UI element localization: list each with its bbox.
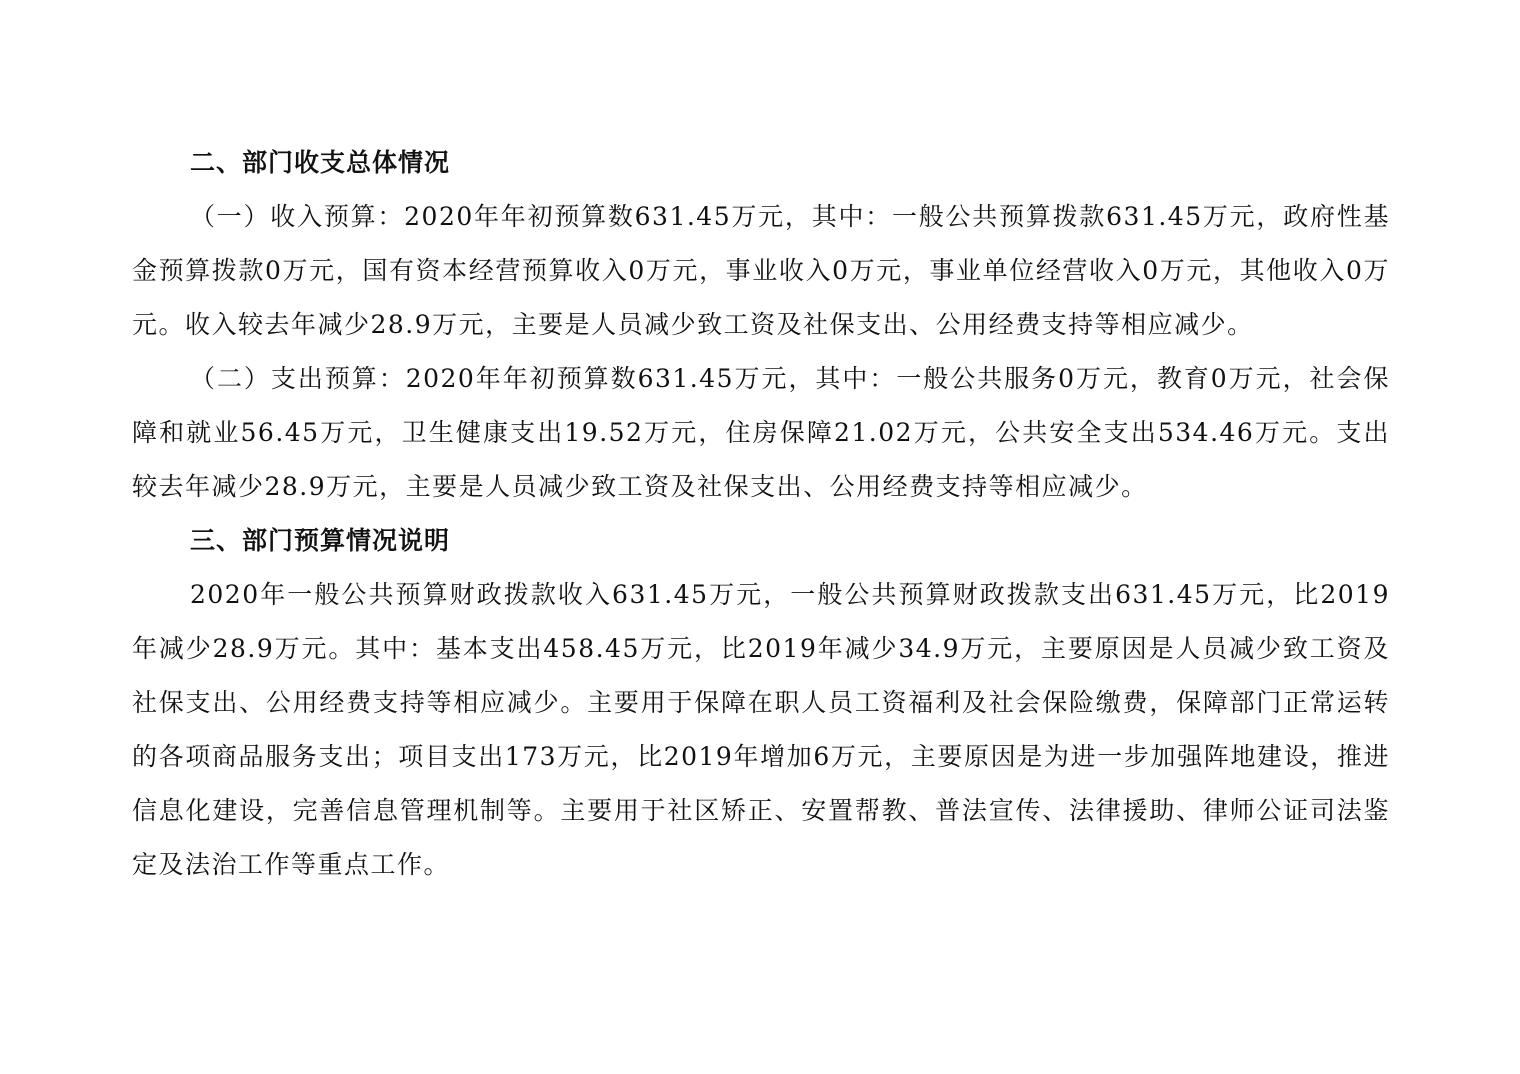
section-three-heading: 三、部门预算情况说明 [190,526,451,555]
section-two-heading: 二、部门收支总体情况 [190,148,451,177]
document-body [132,136,1390,892]
budget-explanation-paragraph: 2020年一般公共预算财政拨款收入631.45万元，一般公共预算财政拨款支出631.45万元，比2019年减少28.9万元。其中：基本支出458.45万元，比2019年减少34.9万元，主要原因是人员减少致工资及社保支出、公用经费支持等相应减少。主要用于保障在职人员工资福利及社会保险缴费，保障部门正常运转的各项商品服务支出；项目支出173万元，比2019年增加6万元，主要原因是为进一步加强阵地建设，推进信息化建设，完善信息管理机制等。主要用于社区矫正、安置帮教、普法宣传、法律援助、律师公证司法鉴定及法治工作等重点工作。 [132,580,1390,879]
income-budget-paragraph: （一）收入预算：2020年年初预算数631.45万元，其中：一般公共预算拨款631.45万元，政府性基金预算拨款0万元，国有资本经营预算收入0万元，事业收入0万元，事业单位经营收入0万元，其他收入0万元。收入较去年减少28.9万元，主要是人员减少致工资及社保支出、公用经费支持等相应减少。 [132,202,1390,339]
expense-budget-paragraph: （二）支出预算：2020年年初预算数631.45万元，其中：一般公共服务0万元，教育0万元，社会保障和就业56.45万元，卫生健康支出19.52万元，住房保障21.02万元，公共安全支出534.46万元。支出较去年减少28.9万元，主要是人员减少致工资及社保支出、公用经费支持等相应减少。 [132,364,1390,501]
